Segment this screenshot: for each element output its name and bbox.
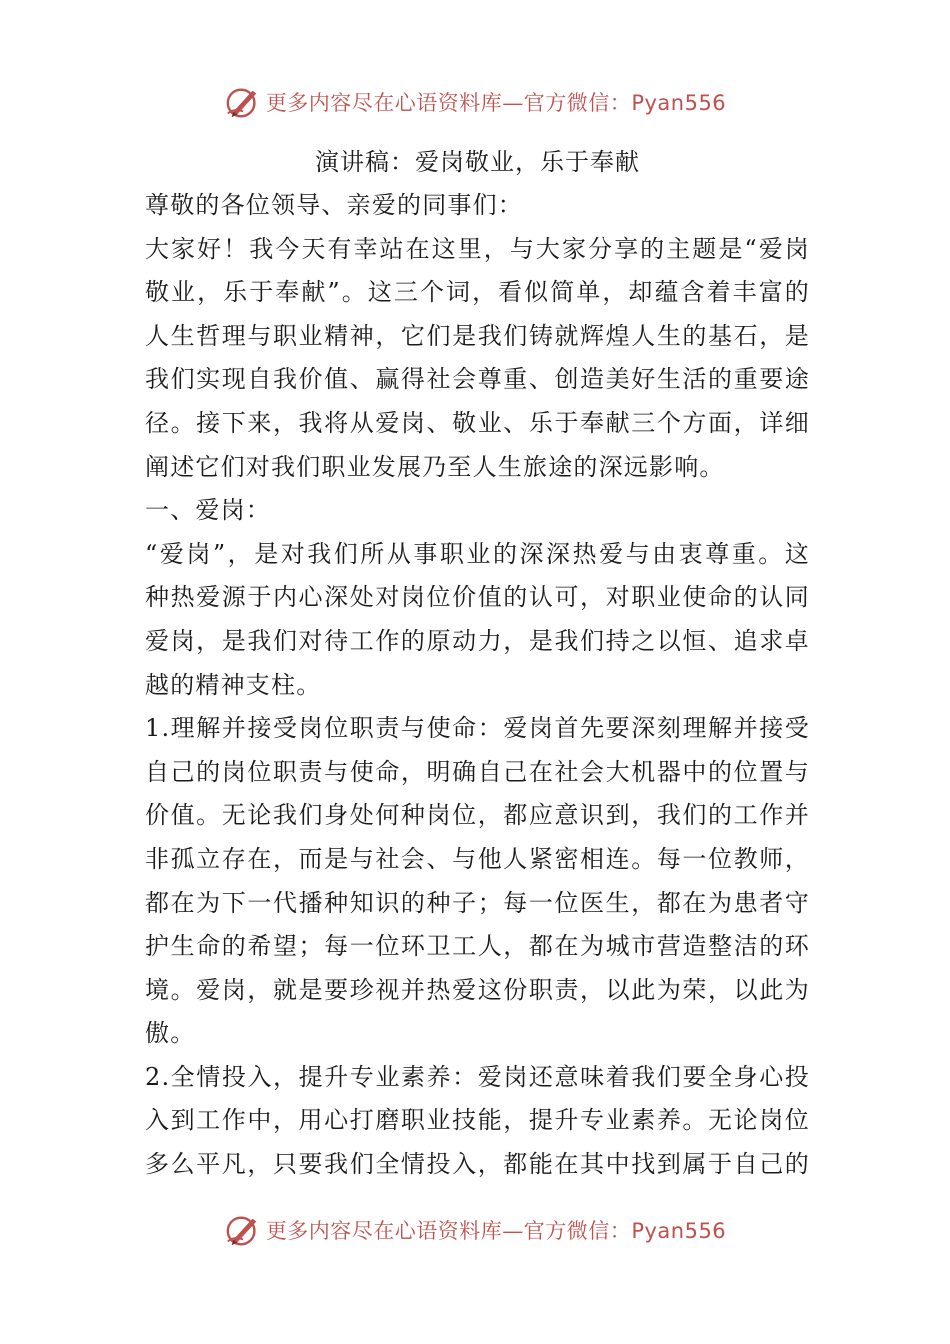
pen-logo-icon <box>224 1211 262 1249</box>
document-title: 演讲稿：爱岗敬业，乐于奉献 <box>315 148 640 176</box>
text-line: 越的精神支柱。 <box>145 670 322 699</box>
text-line: 价值。无论我们身处何种岗位，都应意识到，我们的工作并 <box>145 801 810 830</box>
wechat-id: Pyan556 <box>631 91 727 115</box>
text-line: 一、爱岗： <box>145 496 271 525</box>
text-line: 我们实现自我价值、赢得社会尊重、创造美好生活的重要途 <box>145 365 810 394</box>
banner-text: 更多内容尽在心语资料库—官方微信：Pyan556 <box>265 1219 727 1243</box>
header-watermark-banner <box>0 80 950 124</box>
document-body <box>145 140 810 1187</box>
paragraph-lines <box>145 184 810 1187</box>
text-line: 敬业，乐于奉献”。这三个词，看似简单，却蕴含着丰富的 <box>145 278 810 307</box>
text-line: 人生哲理与职业精神，它们是我们铸就辉煌人生的基石，是 <box>145 321 810 350</box>
text-line: 尊敬的各位领导、亲爱的同事们： <box>145 191 523 219</box>
banner-text: 更多内容尽在心语资料库—官方微信：Pyan556 <box>265 91 727 115</box>
text-line: “爱岗”，是对我们所从事职业的深深热爱与由衷尊重。这 <box>145 539 810 568</box>
text-line: 非孤立存在，而是与社会、与他人紧密相连。每一位教师， <box>145 844 810 873</box>
footer-watermark-banner <box>0 1208 950 1252</box>
text-line: 入到工作中，用心打磨职业技能，提升专业素养。无论岗位 <box>145 1106 810 1135</box>
text-line: 护生命的希望；每一位环卫工人，都在为城市营造整洁的环 <box>145 932 810 961</box>
text-line: 都在为下一代播种知识的种子；每一位医生，都在为患者守 <box>145 888 810 917</box>
text-line: 1.理解并接受岗位职责与使命：爱岗首先要深刻理解并接受 <box>145 714 810 743</box>
text-line: 自己的岗位职责与使命，明确自己在社会大机器中的位置与 <box>145 757 810 786</box>
text-line: 境。爱岗，就是要珍视并热爱这份职责，以此为荣，以此为 <box>145 975 810 1004</box>
text-line: 傲。 <box>145 1019 196 1048</box>
text-line: 多么平凡，只要我们全情投入，都能在其中找到属于自己的 <box>145 1150 810 1179</box>
pen-logo-icon <box>224 83 262 121</box>
text-line: 爱岗，是我们对待工作的原动力，是我们持之以恒、追求卓 <box>145 626 810 655</box>
text-line: 径。接下来，我将从爱岗、敬业、乐于奉献三个方面，详细 <box>145 408 810 437</box>
text-line: 阐述它们对我们职业发展乃至人生旅途的深远影响。 <box>145 452 725 481</box>
wechat-id: Pyan556 <box>631 1219 727 1243</box>
text-line: 种热爱源于内心深处对岗位价值的认可，对职业使命的认同 <box>145 583 810 612</box>
text-line: 大家好！我今天有幸站在这里，与大家分享的主题是“爱岗 <box>145 234 810 263</box>
text-line: 2.全情投入，提升专业素养：爱岗还意味着我们要全身心投 <box>145 1062 810 1091</box>
